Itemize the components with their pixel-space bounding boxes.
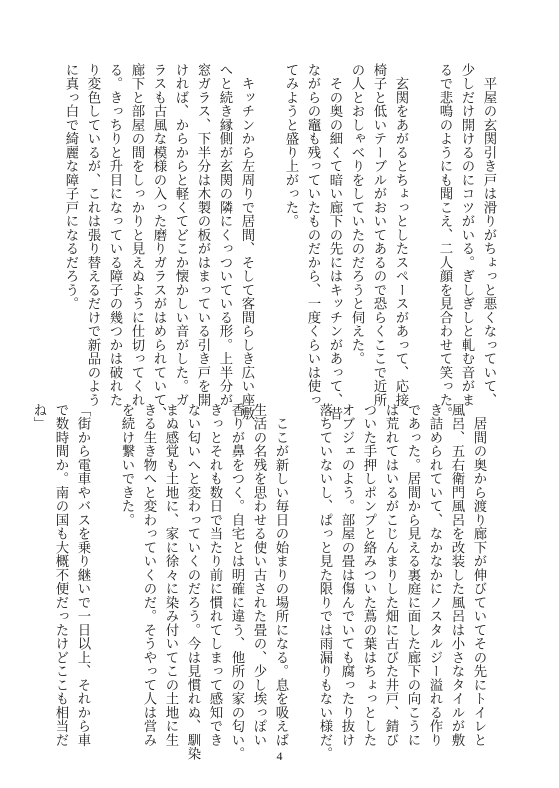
- text-line: [411, 63, 433, 375]
- text-line: で数時間か。南の国も大概不便だったけどここも相当だ: [53, 403, 68, 747]
- text-line: き詰められていて、なかなかにノスタルジー溢れる作り: [427, 403, 442, 747]
- text-line: オブジェのよう。部屋の畳は傷んでいても腐ったり抜け: [339, 403, 354, 747]
- text-line: ない匂いへと変わっていくのだろう。今は見慣れぬ、馴染: [185, 403, 200, 761]
- text-line: [257, 63, 279, 375]
- text-line: に真っ白で綺麗な障子戸になるだろう。: [63, 63, 78, 311]
- text-line: 落ちていないし、ぱっと見た限りでは雨漏りもない様だ。: [317, 403, 332, 761]
- text-line: であった。居間から見える裏庭に面した廊下の向こうに: [405, 403, 420, 747]
- text-line: きる生き物へと変わっていくのだ。そうやって人は営み: [141, 403, 156, 747]
- text-line: 椅子と低いテーブルがおいてあるので恐らくここで近所: [371, 63, 386, 407]
- text-line: ついた手押しポンプと絡みついた蔦の葉はちょっとした: [361, 403, 376, 747]
- text-line: 「街から電車やバスを乗り継いで一日以上、それから車: [75, 403, 90, 747]
- text-line: の人とおしゃべりをしていたのだろうと伺えた。: [349, 63, 364, 366]
- text-line: [93, 403, 115, 715]
- text-line: 廊下と部屋の間をしっかりと見えぬように仕切ってくれ: [129, 63, 144, 407]
- text-line: ね」: [31, 403, 46, 431]
- text-line: [291, 403, 313, 715]
- text-line: ければ、からからと軽くてどこか懐かしい音がした。ガ: [173, 63, 188, 407]
- text-line: 玄関をあがるとちょっとしたスペースがあって、応接: [393, 63, 408, 407]
- page-number: 4: [276, 749, 283, 763]
- text-line: る。きっちりと升目になっている障子の幾つかは破れた: [107, 63, 122, 407]
- text-line: を続け繋いできた。: [119, 403, 134, 527]
- text-line: 居間の奥から渡り廊下が伸びていてその先にトイレと: [471, 403, 486, 747]
- text-line: てみようと盛り上がった。: [283, 63, 298, 228]
- text-line: 平屋の玄関引き戸は滑りがちょっと悪くなっていて、: [481, 63, 496, 407]
- text-line: 風呂、五右衛門風呂を改装した風呂は小さなタイルが敷: [449, 403, 464, 747]
- text-line: は荒れてはいるがこじんまりした畑に古びた井戸、錆び: [383, 403, 398, 747]
- text-line: 香りが鼻をつく。自宅とは明確に違う、他所の家の匂い。: [229, 403, 244, 761]
- text-line: まぬ感覚も土地に、家に徐々に染み付いてこの土地に生: [163, 403, 178, 747]
- text-line: ここが新しい毎日の始まりの場所になる。息を吸えば: [273, 403, 288, 747]
- text-line: 窓ガラス、下半分は木製の板がはまっている引き戸を開: [195, 63, 210, 407]
- text-line: 生活の名残を思わせる使い古された畳の、少し埃っぽい: [251, 403, 266, 747]
- text-line: ラスも古風な模様の入った磨りガラスがはめられていて、: [151, 63, 166, 421]
- text-line: るで悲鳴のようにも聞こえ、二人顔を見合わせて笑った。: [437, 63, 452, 421]
- text-line: 少しだけ開けるのにコツがいる。ぎしぎしと軋む音がま: [459, 63, 474, 407]
- text-line: ながらの竈も残っていたものだから、一度くらいは使っ: [305, 63, 320, 407]
- text-line: へと続き縁側が玄関の隣にくっついている形。上半分が: [217, 63, 232, 407]
- text-line: キッチンから左周りで居間、そして客間らしき広い座敷: [239, 63, 254, 421]
- text-block-lower: [27, 403, 489, 761]
- text-block-upper: [59, 63, 499, 421]
- text-line: その奥の細くて暗い廊下の先にはキッチンがあって、昔: [327, 63, 342, 421]
- text-line: きっとそれも数日で当たり前に慣れてしまって感知でき: [207, 403, 222, 747]
- text-line: り変色しているが、これは張り替えるだけで新品のよう: [85, 63, 100, 407]
